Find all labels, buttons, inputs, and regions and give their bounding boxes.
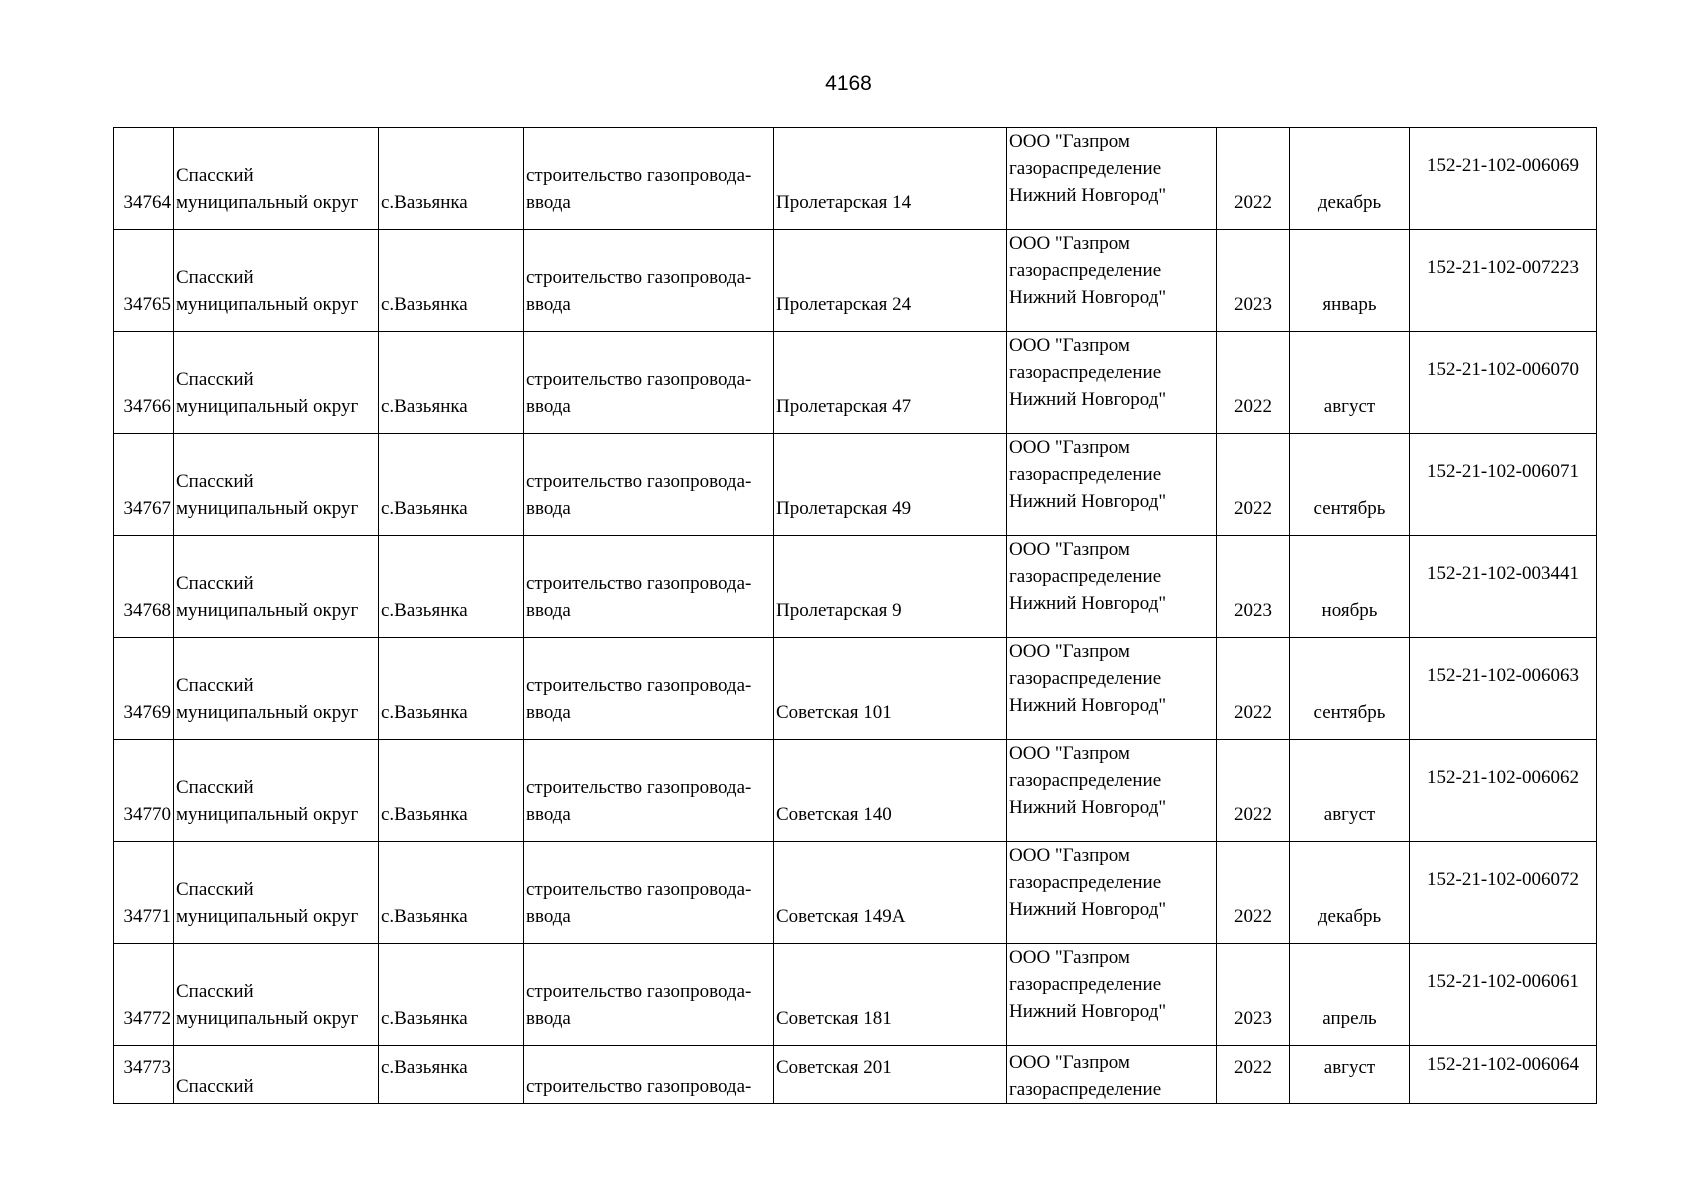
organization-cell bbox=[1007, 230, 1217, 332]
district-cell bbox=[174, 536, 379, 638]
work-type-cell bbox=[524, 842, 774, 944]
district-cell bbox=[174, 434, 379, 536]
table-row bbox=[114, 740, 1597, 842]
district-line: муниципальный округ bbox=[176, 906, 359, 927]
code-cell bbox=[1410, 638, 1597, 740]
organization-line: газораспределение bbox=[1009, 770, 1162, 791]
district-line: муниципальный округ bbox=[176, 192, 359, 213]
work-type-cell bbox=[524, 638, 774, 740]
organization-line: Нижний Новгород" bbox=[1009, 695, 1167, 716]
row-number-cell bbox=[114, 128, 174, 230]
district-line: Спасский bbox=[176, 369, 254, 390]
row-number-cell bbox=[114, 332, 174, 434]
month: ноябрь bbox=[1321, 600, 1378, 621]
row-number: 34771 bbox=[123, 906, 171, 927]
address-cell bbox=[774, 842, 1007, 944]
organization-line: ООО "Газпром bbox=[1009, 845, 1130, 866]
district-line: Спасский bbox=[176, 777, 254, 798]
address-cell bbox=[774, 536, 1007, 638]
settlement-cell bbox=[379, 1046, 524, 1104]
registry-code: 152-21-102-006063 bbox=[1427, 665, 1579, 686]
registry-code: 152-21-102-006062 bbox=[1427, 767, 1579, 788]
work-type-cell bbox=[524, 944, 774, 1046]
table-body bbox=[114, 128, 1597, 1104]
organization-line: ООО "Газпром bbox=[1009, 539, 1130, 560]
organization-cell bbox=[1007, 332, 1217, 434]
work-type-line: строительство газопровода- bbox=[526, 879, 752, 900]
year: 2022 bbox=[1234, 804, 1272, 825]
district-line: Спасский bbox=[176, 675, 254, 696]
work-type-line: строительство газопровода- bbox=[526, 573, 752, 594]
table-row bbox=[114, 434, 1597, 536]
address: Пролетарская 49 bbox=[776, 498, 912, 519]
settlement: с.Вазьянка bbox=[381, 906, 468, 927]
code-cell bbox=[1410, 230, 1597, 332]
address-cell bbox=[774, 944, 1007, 1046]
code-cell bbox=[1410, 842, 1597, 944]
address-cell bbox=[774, 128, 1007, 230]
district-line: Спасский bbox=[176, 879, 254, 900]
year: 2023 bbox=[1234, 600, 1272, 621]
district-cell bbox=[174, 740, 379, 842]
row-number: 34773 bbox=[123, 1057, 171, 1078]
row-number-cell bbox=[114, 740, 174, 842]
work-type-cell bbox=[524, 740, 774, 842]
organization-cell bbox=[1007, 944, 1217, 1046]
address: Советская 149А bbox=[776, 906, 906, 927]
code-cell bbox=[1410, 536, 1597, 638]
organization-line: газораспределение bbox=[1009, 158, 1162, 179]
code-cell bbox=[1410, 332, 1597, 434]
year-cell bbox=[1217, 638, 1290, 740]
address: Пролетарская 9 bbox=[776, 600, 902, 621]
address-cell bbox=[774, 638, 1007, 740]
row-number-cell bbox=[114, 536, 174, 638]
organization-line: Нижний Новгород" bbox=[1009, 797, 1167, 818]
table-row bbox=[114, 638, 1597, 740]
work-type-line: ввода bbox=[526, 498, 571, 519]
settlement: с.Вазьянка bbox=[381, 804, 468, 825]
work-type-line: строительство газопровода- bbox=[526, 267, 752, 288]
organization-line: ООО "Газпром bbox=[1009, 743, 1130, 764]
organization-line: ООО "Газпром bbox=[1009, 233, 1130, 254]
year: 2022 bbox=[1234, 192, 1272, 213]
settlement: с.Вазьянка bbox=[381, 192, 468, 213]
registry-code: 152-21-102-006072 bbox=[1427, 869, 1579, 890]
settlement-cell bbox=[379, 230, 524, 332]
organization-line: газораспределение bbox=[1009, 566, 1162, 587]
registry-code: 152-21-102-006069 bbox=[1427, 155, 1579, 176]
row-number: 34767 bbox=[123, 498, 171, 519]
organization-line: Нижний Новгород" bbox=[1009, 389, 1167, 410]
district-line: муниципальный округ bbox=[176, 804, 359, 825]
year-cell bbox=[1217, 740, 1290, 842]
work-type-line: строительство газопровода- bbox=[526, 369, 752, 390]
organization-line: газораспределение bbox=[1009, 1079, 1162, 1100]
year-cell bbox=[1217, 944, 1290, 1046]
address: Пролетарская 14 bbox=[776, 192, 912, 213]
settlement-cell bbox=[379, 332, 524, 434]
organization-cell bbox=[1007, 638, 1217, 740]
month: август bbox=[1323, 1057, 1376, 1078]
district-line: муниципальный округ bbox=[176, 600, 359, 621]
district-line: муниципальный округ bbox=[176, 294, 359, 315]
work-type-line: ввода bbox=[526, 294, 571, 315]
settlement-cell bbox=[379, 128, 524, 230]
work-type-line: строительство газопровода- bbox=[526, 981, 752, 1002]
month-cell bbox=[1290, 230, 1410, 332]
month-cell bbox=[1290, 1046, 1410, 1104]
work-type-line: строительство газопровода- bbox=[526, 165, 752, 186]
month-cell bbox=[1290, 638, 1410, 740]
organization-line: Нижний Новгород" bbox=[1009, 899, 1167, 920]
settlement: с.Вазьянка bbox=[381, 1008, 468, 1029]
district-line: Спасский bbox=[176, 1076, 254, 1097]
district-cell bbox=[174, 842, 379, 944]
district-cell bbox=[174, 638, 379, 740]
year: 2022 bbox=[1234, 906, 1272, 927]
district-line: муниципальный округ bbox=[176, 1008, 359, 1029]
address: Советская 140 bbox=[776, 804, 892, 825]
work-type-line: ввода bbox=[526, 702, 571, 723]
month: сентябрь bbox=[1313, 498, 1386, 519]
year-cell bbox=[1217, 230, 1290, 332]
settlement: с.Вазьянка bbox=[381, 600, 468, 621]
district-line: муниципальный округ bbox=[176, 498, 359, 519]
code-cell bbox=[1410, 740, 1597, 842]
year: 2022 bbox=[1234, 498, 1272, 519]
district-line: Спасский bbox=[176, 981, 254, 1002]
month-cell bbox=[1290, 842, 1410, 944]
row-number: 34766 bbox=[123, 396, 171, 417]
work-type-cell bbox=[524, 1046, 774, 1104]
settlement-cell bbox=[379, 740, 524, 842]
address-cell bbox=[774, 230, 1007, 332]
work-type-line: ввода bbox=[526, 396, 571, 417]
organization-line: Нижний Новгород" bbox=[1009, 185, 1167, 206]
work-type-line: ввода bbox=[526, 600, 571, 621]
organization-line: газораспределение bbox=[1009, 464, 1162, 485]
month: август bbox=[1323, 396, 1376, 417]
organization-line: Нижний Новгород" bbox=[1009, 287, 1167, 308]
year-cell bbox=[1217, 128, 1290, 230]
row-number-cell bbox=[114, 434, 174, 536]
row-number: 34764 bbox=[123, 192, 171, 213]
year-cell bbox=[1217, 536, 1290, 638]
month: декабрь bbox=[1317, 906, 1382, 927]
row-number-cell bbox=[114, 1046, 174, 1104]
registry-code: 152-21-102-007223 bbox=[1427, 257, 1579, 278]
address-cell bbox=[774, 332, 1007, 434]
code-cell bbox=[1410, 128, 1597, 230]
row-number-cell bbox=[114, 842, 174, 944]
settlement: с.Вазьянка bbox=[381, 498, 468, 519]
year-cell bbox=[1217, 1046, 1290, 1104]
month-cell bbox=[1290, 536, 1410, 638]
month-cell bbox=[1290, 434, 1410, 536]
address: Пролетарская 24 bbox=[776, 294, 912, 315]
month: сентябрь bbox=[1313, 702, 1386, 723]
address: Пролетарская 47 bbox=[776, 396, 912, 417]
settlement: с.Вазьянка bbox=[381, 1057, 468, 1078]
district-line: Спасский bbox=[176, 267, 254, 288]
address: Советская 201 bbox=[776, 1057, 892, 1078]
work-type-line: ввода bbox=[526, 906, 571, 927]
work-type-line: ввода bbox=[526, 1008, 571, 1029]
organization-line: Нижний Новгород" bbox=[1009, 1001, 1167, 1022]
organization-line: газораспределение bbox=[1009, 362, 1162, 383]
work-type-cell bbox=[524, 128, 774, 230]
district-line: Спасский bbox=[176, 471, 254, 492]
organization-line: газораспределение bbox=[1009, 260, 1162, 281]
table-row bbox=[114, 230, 1597, 332]
settlement-cell bbox=[379, 638, 524, 740]
work-type-cell bbox=[524, 230, 774, 332]
address: Советская 101 bbox=[776, 702, 892, 723]
month: январь bbox=[1322, 294, 1377, 315]
year: 2022 bbox=[1234, 702, 1272, 723]
organization-line: газораспределение bbox=[1009, 974, 1162, 995]
work-type-line: строительство газопровода- bbox=[526, 675, 752, 696]
year: 2022 bbox=[1234, 1057, 1272, 1078]
settlement-cell bbox=[379, 842, 524, 944]
address: Советская 181 bbox=[776, 1008, 892, 1029]
year-cell bbox=[1217, 332, 1290, 434]
work-type-cell bbox=[524, 536, 774, 638]
year: 2022 bbox=[1234, 396, 1272, 417]
organization-line: Нижний Новгород" bbox=[1009, 593, 1167, 614]
year: 2023 bbox=[1234, 1008, 1272, 1029]
organization-line: газораспределение bbox=[1009, 872, 1162, 893]
month-cell bbox=[1290, 332, 1410, 434]
row-number: 34770 bbox=[123, 804, 171, 825]
page-number: 4168 bbox=[825, 72, 872, 95]
row-number: 34768 bbox=[123, 600, 171, 621]
settlement-cell bbox=[379, 536, 524, 638]
registry-code: 152-21-102-006071 bbox=[1427, 461, 1579, 482]
row-number: 34772 bbox=[123, 1008, 171, 1029]
row-number-cell bbox=[114, 230, 174, 332]
district-line: Спасский bbox=[176, 165, 254, 186]
work-type-line: строительство газопровода- bbox=[526, 777, 752, 798]
table-row bbox=[114, 128, 1597, 230]
district-line: Спасский bbox=[176, 573, 254, 594]
table-row bbox=[114, 944, 1597, 1046]
organization-cell bbox=[1007, 536, 1217, 638]
organization-line: газораспределение bbox=[1009, 668, 1162, 689]
address-cell bbox=[774, 434, 1007, 536]
month-cell bbox=[1290, 740, 1410, 842]
settlement: с.Вазьянка bbox=[381, 702, 468, 723]
month-cell bbox=[1290, 944, 1410, 1046]
month: август bbox=[1323, 804, 1376, 825]
organization-line: ООО "Газпром bbox=[1009, 335, 1130, 356]
district-cell bbox=[174, 128, 379, 230]
settlement-cell bbox=[379, 944, 524, 1046]
district-cell bbox=[174, 230, 379, 332]
organization-line: ООО "Газпром bbox=[1009, 947, 1130, 968]
month: декабрь bbox=[1317, 192, 1382, 213]
work-type-cell bbox=[524, 434, 774, 536]
organization-line: ООО "Газпром bbox=[1009, 131, 1130, 152]
row-number-cell bbox=[114, 638, 174, 740]
settlement-cell bbox=[379, 434, 524, 536]
year-cell bbox=[1217, 434, 1290, 536]
row-number-cell bbox=[114, 944, 174, 1046]
organization-line: ООО "Газпром bbox=[1009, 641, 1130, 662]
year: 2023 bbox=[1234, 294, 1272, 315]
district-cell bbox=[174, 944, 379, 1046]
work-type-line: ввода bbox=[526, 192, 571, 213]
address-cell bbox=[774, 1046, 1007, 1104]
month: апрель bbox=[1322, 1008, 1377, 1029]
year-cell bbox=[1217, 842, 1290, 944]
organization-cell bbox=[1007, 842, 1217, 944]
table-row-partial bbox=[114, 1046, 1597, 1104]
row-number: 34769 bbox=[123, 702, 171, 723]
registry-code: 152-21-102-003441 bbox=[1427, 563, 1579, 584]
row-number: 34765 bbox=[123, 294, 171, 315]
code-cell bbox=[1410, 1046, 1597, 1104]
gas-pipeline-registry-table bbox=[113, 127, 1597, 1104]
district-cell bbox=[174, 332, 379, 434]
settlement: с.Вазьянка bbox=[381, 294, 468, 315]
table-row bbox=[114, 332, 1597, 434]
code-cell bbox=[1410, 434, 1597, 536]
district-line: муниципальный округ bbox=[176, 702, 359, 723]
work-type-line: строительство газопровода- bbox=[526, 471, 752, 492]
work-type-cell bbox=[524, 332, 774, 434]
registry-code: 152-21-102-006061 bbox=[1427, 971, 1579, 992]
table-row bbox=[114, 842, 1597, 944]
code-cell bbox=[1410, 944, 1597, 1046]
work-type-line: строительство газопровода- bbox=[526, 1076, 752, 1097]
settlement: с.Вазьянка bbox=[381, 396, 468, 417]
organization-line: Нижний Новгород" bbox=[1009, 491, 1167, 512]
registry-code: 152-21-102-006064 bbox=[1427, 1054, 1579, 1075]
organization-cell bbox=[1007, 434, 1217, 536]
district-line: муниципальный округ bbox=[176, 396, 359, 417]
registry-code: 152-21-102-006070 bbox=[1427, 359, 1579, 380]
month-cell bbox=[1290, 128, 1410, 230]
organization-line: ООО "Газпром bbox=[1009, 1052, 1130, 1073]
district-cell bbox=[174, 1046, 379, 1104]
table-row bbox=[114, 536, 1597, 638]
organization-cell bbox=[1007, 1046, 1217, 1104]
organization-cell bbox=[1007, 128, 1217, 230]
organization-cell bbox=[1007, 740, 1217, 842]
organization-line: ООО "Газпром bbox=[1009, 437, 1130, 458]
address-cell bbox=[774, 740, 1007, 842]
work-type-line: ввода bbox=[526, 804, 571, 825]
